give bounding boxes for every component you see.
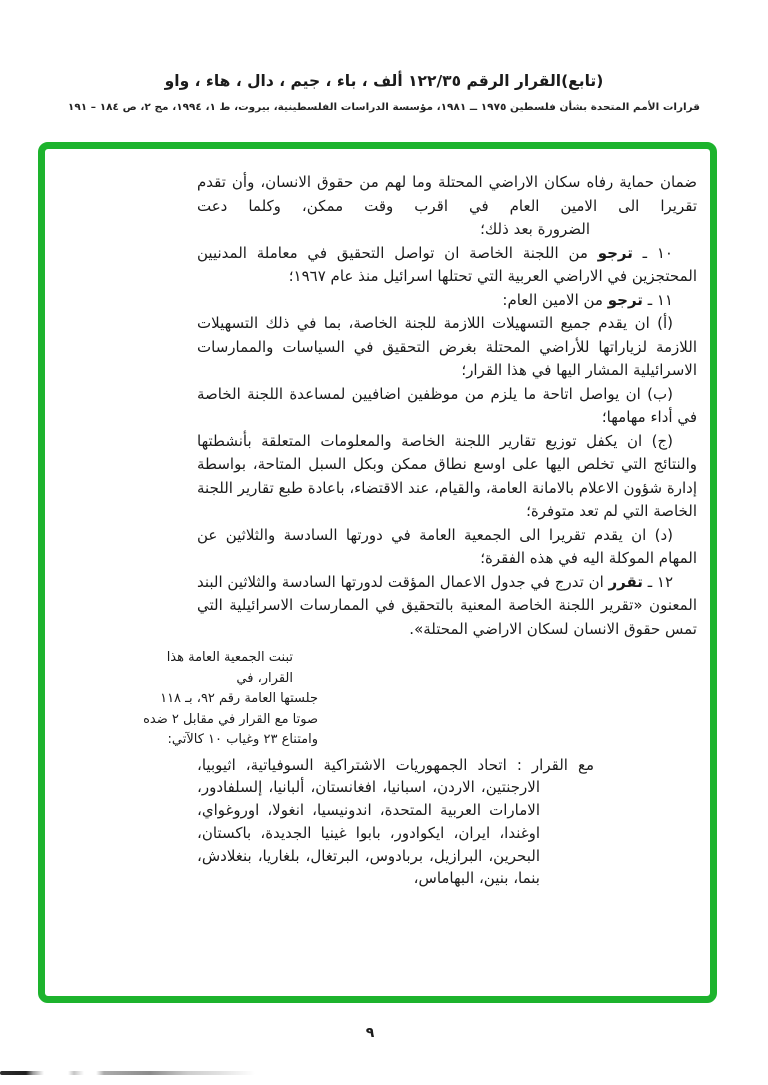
adoption-note-line: صوتا مع القرار في مقابل ٢ ضده [143,711,318,727]
resolution-body [143,171,697,890]
green-highlight-frame [38,142,717,1003]
paragraph-intro-lastline: الضرورة بعد ذلك؛ [480,220,590,238]
vote-record [197,754,697,891]
paragraph-10-verb: ترجو [597,243,633,262]
subparagraph-b [197,383,697,430]
scan-smudge-artifact [0,1071,255,1075]
paragraph-10-number: ١٠ ـ [632,243,673,262]
subparagraph-d-text: ان يقدم تقريرا الى الجمعية العامة في دورتها السادسة والثلاثين عن المهام الموكلة اليه في هذه الفقرة؛ [197,525,697,567]
paragraph-11 [197,289,697,313]
subparagraph-a [197,312,697,383]
header-resolution-title: (تابع)القرار الرقم ١٢٢/٣٥ ألف ، باء ، جيم ، دال ، هاء ، واو [164,72,604,90]
subparagraph-a-marker: (أ) [657,314,673,332]
vote-country-list: اتحاد الجمهوريات الاشتراكية السوفياتية، اثيوبيا، الارجنتين، الاردن، اسبانيا، افغانستان، ألبانيا، إلسلفادور، الامارات العربية المتحدة، اندونيسيا، انغولا، اوروغواي، اوغندا، ايران، ايكوادور، بابوا غينيا الجديدة، باكستان، البحرين، البرازيل، بربادوس، البرتغال، بلغاريا، بنغلادش، بنما، بنين، البهاماس، [197,755,540,888]
subparagraph-b-marker: (ب) [647,384,673,403]
adoption-note-line: وامتناع ٢٣ وغياب ١٠ كالآتي: [167,732,318,747]
adoption-note-line: تبنت الجمعية العامة هذا القرار، في [166,650,293,686]
paragraph-10 [197,242,697,289]
subparagraph-b-text: ان يواصل اتاحة ما يلزم من موظفين اضافيين لمساعدة اللجنة الخاصة في أداء مهامها؛ [197,384,697,426]
paragraph-10-text: من اللجنة الخاصة ان تواصل التحقيق في معاملة المدنيين المحتجزين في الاراضي العربية التي تحتلها اسرائيل منذ عام ١٩٦٧؛ [197,243,697,285]
subparagraph-c-text: ان يكفل توزيع تقارير اللجنة الخاصة والمعلومات المتعلقة بأنشطتها والنتائج التي تخلص اليها على اوسع نطاق ممكن وبكل السبل المتاحة، بواسطة إدارة شؤون الاعلام بالامانة العامة، والقيام، عند الاقتضاء، باعادة طبع تقارير اللجنة الخاصة التي لم تعد متوفرة؛ [197,431,697,520]
subparagraph-d-marker: (د) [654,525,673,544]
page-number: ٩ [365,1025,375,1041]
paragraph-12-verb: تقرر [608,572,643,591]
subparagraph-c-marker: (ج) [651,431,673,450]
vote-in-favour-label: مع القرار : [506,755,594,774]
adoption-note-line: جلستها العامة رقم ٩٢، بـ ١١٨ [160,691,318,706]
paragraph-11-verb: ترجو [607,290,643,309]
paragraph-11-number: ١١ ـ [642,290,673,309]
paragraph-intro-continuation: ضمان حماية رفاه سكان الاراضي المحتلة وما لهم من حقوق الانسان، وأن تقدم تقريرا الى الامين العام في اقرب وقت ممكن، وكلما دعت [197,173,697,215]
paragraph-12-text: ان تدرج في جدول الاعمال المؤقت لدورتها السادسة والثلاثين البند المعنون «تقرير اللجنة الخاصة المعنية بالتحقيق في الممارسات الاسرائيلية التي تمس حقوق الانسان لسكان الاراضي المحتلة». [197,572,697,638]
paragraph-12 [197,571,697,642]
adoption-note [133,648,318,751]
subparagraph-a-text: ان يقدم جميع التسهيلات اللازمة للجنة الخاصة، بما في ذلك التسهيلات اللازمة لزياراتها للأراضي المحتلة بغرض التحقيق في السياسات والممارسات الاسرائيلية المشار اليها في هذا القرار؛ [197,314,697,379]
subparagraph-c [197,430,697,524]
header-citation: قرارات الأمم المتحدة بشأن فلسطين ١٩٧٥ ــ ١٩٨١، مؤسسة الدراسات الفلسطينية، بيروت، ط ١، ١٩٩٤، مج ٢، ص ١٨٤ – ١٩١ [67,101,701,113]
paragraph-11-text: من الامين العام: [502,290,608,309]
subparagraph-d [197,524,697,571]
paragraph-12-number: ١٢ ـ [642,572,674,591]
